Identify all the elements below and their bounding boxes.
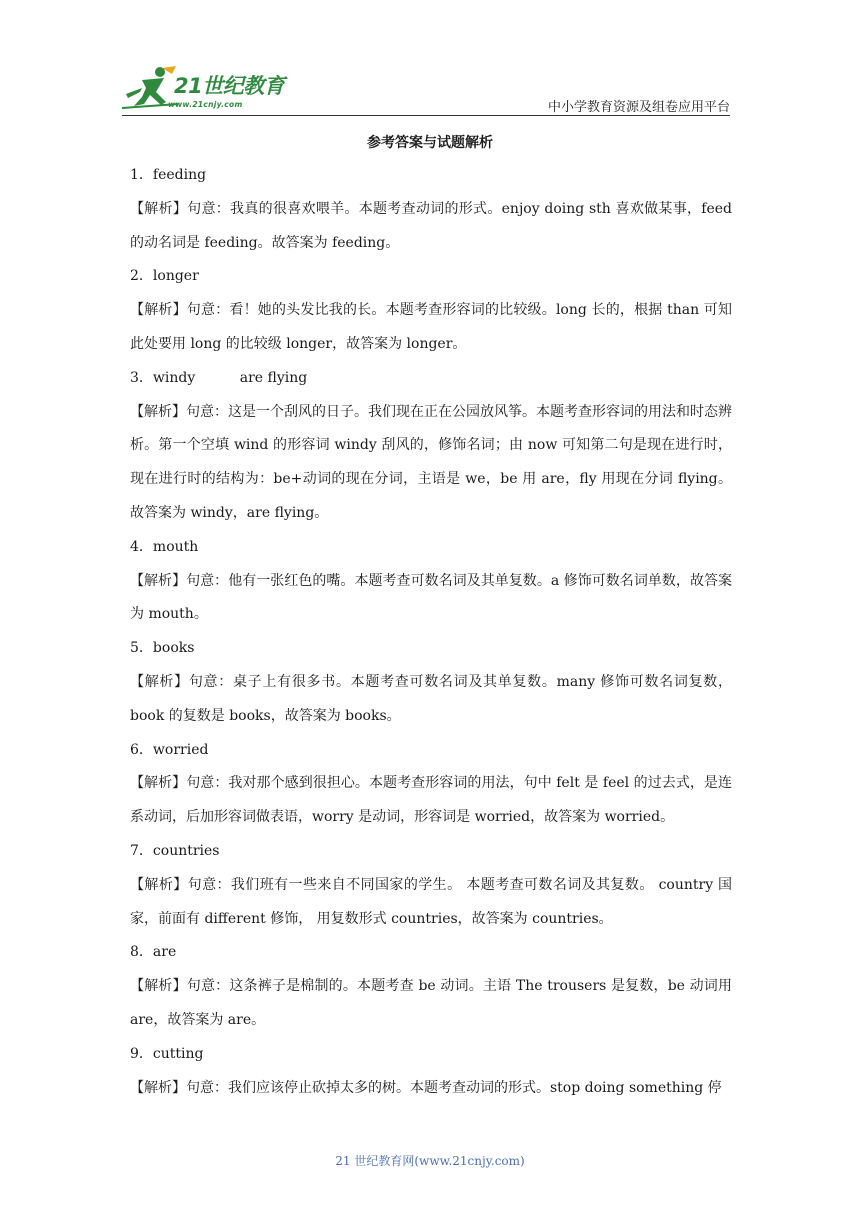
page-footer[interactable]: 21 世纪教育网(www.21cnjy.com) [335,1154,525,1168]
logo-text: 21世纪教育 [174,74,285,98]
item-number: 1． [130,167,153,183]
item-number: 8． [130,944,153,961]
item-number: 2． [130,268,153,285]
analysis-6: 【解析】句意：我对那个感到很担心。本题考查形容词的用法，句中 felt 是 feel 的过去式，是连系动词，后加形容词做表语，worry 是动词，形容词是 worried，故答案为 worried。 [130,775,732,826]
item-answer: are [152,944,177,961]
page-header [0,0,860,120]
logo-url: www.21cnjy.com [168,100,243,109]
answer-item-3 [130,362,732,396]
answer-item-6 [130,734,732,768]
page-title: 参考答案与试题解析 [367,135,493,151]
platform-name: 中小学教育资源及组卷应用平台 [547,100,730,115]
answer-item-2 [130,260,732,294]
answer-item-4 [130,531,732,565]
analysis-4: 【解析】句意：他有一张红色的嘴。本题考查可数名词及其单复数。a 修饰可数名词单数，故答案为 mouth。 [130,572,732,623]
analysis-7: 【解析】句意：我们班有一些来自不同国家的学生。 本题考查可数名词及其复数。 country 国家，前面有 different 修饰， 用复数形式 countries，故答案为 countries。 [130,876,732,927]
item-answer: feeding [152,167,207,183]
answer-item-5 [130,632,732,666]
analysis-3: 【解析】句意：这是一个刮风的日子。我们现在正在公园放风筝。本题考查形容词的用法和时态辨析。第一个空填 wind 的形容词 windy 刮风的，修饰名词；由 now 可知第二句是现在进行时，现在进行时的结构为：be+动词的现在分词，主语是 we，be 用 are，fly 用现在分词 flying。故答案为 windy，are flying。 [130,403,732,521]
item-answer: cutting [152,1045,204,1062]
analysis-8: 【解析】句意：这条裤子是棉制的。本题考查 be 动词。主语 The trousers 是复数，be 动词用 are，故答案为 are。 [130,978,732,1028]
answer-item-8 [130,936,732,970]
item-answer: worried [152,741,209,758]
item-number: 3． [130,369,153,386]
item-number: 7． [130,842,153,859]
item-answer: books [152,640,195,657]
item-answer: mouth [152,538,199,555]
analysis-9: 【解析】句意：我们应该停止砍掉太多的树。本题考查动词的形式。stop doing something 停 [130,1079,722,1096]
item-number: 9． [130,1045,153,1062]
item-answer: windy are flying [152,369,308,386]
item-number: 4． [130,538,153,555]
item-number: 5． [130,640,153,657]
logo [120,64,300,116]
answer-item-1 [130,159,732,193]
analysis-5: 【解析】句意：桌子上有很多书。本题考查可数名词及其单复数。many 修饰可数名词复数，book 的复数是 books，故答案为 books。 [130,673,732,724]
answer-list [130,159,732,1105]
item-number: 6． [130,741,153,758]
analysis-1: 【解析】句意：我真的很喜欢喂羊。本题考查动词的形式。enjoy doing sth 喜欢做某事，feed 的动名词是 feeding。故答案为 feeding。 [130,200,732,251]
item-answer: longer [152,268,199,285]
item-answer: countries [152,842,220,859]
header-divider [122,115,730,116]
answer-item-9 [130,1038,732,1072]
answer-item-7 [130,835,732,869]
analysis-2: 【解析】句意：看！她的头发比我的长。本题考查形容词的比较级。long 长的，根据 than 可知此处要用 long 的比较级 longer，故答案为 longer。 [130,302,732,352]
